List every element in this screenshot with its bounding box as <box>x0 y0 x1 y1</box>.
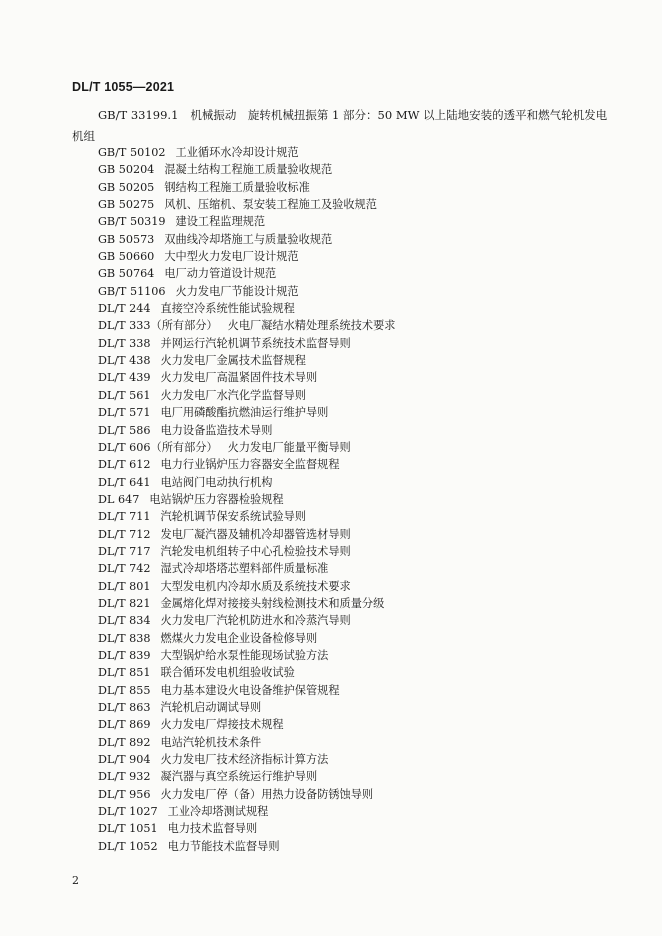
reference-entry <box>98 231 396 248</box>
reference-entry <box>98 751 396 768</box>
reference-title: 火力发电厂高温紧固件技术导则 <box>160 371 318 385</box>
reference-code: DL/T 438 <box>98 354 151 368</box>
reference-title: 汽轮机启动调试导则 <box>160 701 262 714</box>
reference-entry <box>98 144 396 161</box>
reference-entry <box>98 699 396 716</box>
reference-title: 电厂动力管道设计规范 <box>164 267 277 281</box>
reference-entry <box>98 317 396 334</box>
reference-title: 湿式冷却塔塔芯塑料部件质量标准 <box>160 562 329 576</box>
reference-entry <box>98 803 396 820</box>
reference-code: DL 647 <box>98 492 140 506</box>
reference-entry <box>98 630 396 647</box>
reference-code: DL/T 1051 <box>98 822 158 836</box>
reference-entry <box>98 248 396 265</box>
reference-title: 电站阀门电动执行机构 <box>160 475 273 489</box>
reference-title: 风机、压缩机、泵安装工程施工及验收规范 <box>164 198 377 212</box>
reference-entry <box>98 560 396 577</box>
reference-entry <box>98 439 396 456</box>
reference-entry <box>98 664 396 681</box>
reference-title: 火力发电厂金属技术监督规程 <box>160 354 306 368</box>
reference-title: 工业冷却塔测试规程 <box>167 805 269 819</box>
reference-title: 汽轮机调节保安系统试验导则 <box>160 510 306 524</box>
reference-code: GB 50205 <box>98 180 155 194</box>
reference-entry <box>98 768 396 785</box>
reference-code: DL/T 439 <box>98 371 151 385</box>
reference-title: 电力技术监督导则 <box>167 822 258 836</box>
reference-title: 混凝土结构工程施工质量验收规范 <box>164 163 333 177</box>
reference-entry <box>98 682 396 699</box>
reference-code: DL/T 869 <box>98 718 151 732</box>
reference-code: GB/T 33199.1 <box>98 108 179 122</box>
reference-title: 电厂用磷酸酯抗燃油运行维护导则 <box>160 406 329 420</box>
reference-entry <box>98 508 396 525</box>
reference-code: DL/T 838 <box>98 631 151 645</box>
reference-entry <box>98 716 396 733</box>
reference-entry <box>98 612 396 629</box>
reference-code: DL/T 244 <box>98 302 151 316</box>
normative-references-list <box>98 144 396 855</box>
reference-entry <box>98 838 396 855</box>
reference-title: 火力发电厂水汽化学监督导则 <box>160 388 306 402</box>
reference-title: 建设工程监理规范 <box>175 215 266 229</box>
reference-entry <box>98 196 396 213</box>
reference-code: DL/T 1052 <box>98 839 158 853</box>
reference-entry <box>98 283 396 300</box>
reference-entry <box>98 578 396 595</box>
reference-entry <box>98 404 396 421</box>
reference-entry <box>98 456 396 473</box>
reference-entry <box>98 179 396 196</box>
reference-title: 并网运行汽轮机调节系统技术监督导则 <box>160 336 351 350</box>
reference-entry <box>98 595 396 612</box>
reference-title: 电力节能技术监督导则 <box>167 839 280 853</box>
reference-title: 大型锅炉给水泵性能现场试验方法 <box>160 648 329 662</box>
standard-code-header: DL/T 1055—2021 <box>72 80 175 94</box>
reference-entry <box>98 647 396 664</box>
reference-code: DL/T 932 <box>98 770 151 784</box>
reference-entry <box>98 734 396 751</box>
reference-code: DL/T 606（所有部分） <box>98 440 218 454</box>
reference-code: GB/T 51106 <box>98 284 166 298</box>
reference-title: 火力发电厂焊接技术规程 <box>160 718 284 732</box>
reference-title: 火力发电厂能量平衡导则 <box>227 440 351 454</box>
reference-code: DL/T 863 <box>98 701 151 714</box>
reference-title: 机械振动 旋转机械扭振第 1 部分：50 MW 以上陆地安装的透平和燃气轮机发电机组 <box>72 108 608 143</box>
reference-code: DL/T 561 <box>98 388 151 402</box>
reference-title: 火力发电厂技术经济指标计算方法 <box>160 753 329 767</box>
reference-title: 电站汽轮机技术条件 <box>160 735 262 749</box>
reference-code: DL/T 851 <box>98 666 151 680</box>
reference-title: 发电厂凝汽器及辅机冷却器管选材导则 <box>160 527 351 541</box>
reference-code: DL/T 742 <box>98 562 151 576</box>
reference-entry <box>98 422 396 439</box>
reference-code: DL/T 855 <box>98 683 151 697</box>
reference-code: DL/T 717 <box>98 544 151 558</box>
reference-code: DL/T 571 <box>98 406 151 420</box>
reference-title: 电力设备监造技术导则 <box>160 423 273 437</box>
reference-entry <box>98 300 396 317</box>
reference-title: 大中型火力发电厂设计规范 <box>164 250 299 264</box>
reference-code: GB 50660 <box>98 250 155 264</box>
reference-code: DL/T 839 <box>98 648 151 662</box>
reference-title: 工业循环水冷却设计规范 <box>175 146 299 159</box>
reference-entry <box>98 543 396 560</box>
reference-title: 电力基本建设火电设备维护保管规程 <box>160 683 340 697</box>
reference-code: DL/T 612 <box>98 458 151 472</box>
reference-title: 燃煤火力发电企业设备检修导则 <box>160 631 318 645</box>
reference-entry <box>98 369 396 386</box>
page-number: 2 <box>72 874 79 887</box>
reference-title: 火力发电厂停（备）用热力设备防锈蚀导则 <box>160 787 374 801</box>
reference-entry <box>98 213 396 230</box>
reference-entry <box>98 526 396 543</box>
reference-code: DL/T 834 <box>98 614 151 628</box>
reference-code: GB 50764 <box>98 267 155 281</box>
reference-code: DL/T 711 <box>98 510 151 524</box>
reference-code: DL/T 641 <box>98 475 151 489</box>
reference-entry <box>98 387 396 404</box>
reference-title: 联合循环发电机组验收试验 <box>160 666 295 680</box>
reference-title: 火电厂凝结水精处理系统技术要求 <box>227 319 396 333</box>
reference-code: DL/T 892 <box>98 735 151 749</box>
reference-title: 电站锅炉压力容器检验规程 <box>149 492 284 506</box>
reference-code: GB/T 50102 <box>98 146 166 159</box>
reference-entry <box>98 786 396 803</box>
reference-title: 金属熔化焊对接接头射线检测技术和质量分级 <box>160 596 385 610</box>
reference-code: GB 50204 <box>98 163 155 177</box>
reference-code: DL/T 338 <box>98 336 151 350</box>
reference-code: DL/T 801 <box>98 579 151 593</box>
reference-code: DL/T 904 <box>98 753 151 767</box>
reference-code: GB/T 50319 <box>98 215 166 229</box>
reference-title: 大型发电机内冷却水质及系统技术要求 <box>160 579 351 593</box>
reference-title: 双曲线冷却塔施工与质量验收规范 <box>164 232 333 246</box>
reference-code: DL/T 586 <box>98 423 151 437</box>
reference-entry <box>98 352 396 369</box>
reference-code: DL/T 821 <box>98 596 151 610</box>
reference-entry-intro <box>72 105 612 147</box>
reference-code: GB 50573 <box>98 232 155 246</box>
reference-code: DL/T 956 <box>98 787 151 801</box>
reference-code: DL/T 1027 <box>98 805 158 819</box>
reference-entry <box>98 161 396 178</box>
reference-title: 凝汽器与真空系统运行维护导则 <box>160 770 318 784</box>
reference-entry <box>98 491 396 508</box>
reference-entry <box>98 474 396 491</box>
reference-title: 火力发电厂节能设计规范 <box>175 284 299 298</box>
reference-title: 直接空冷系统性能试验规程 <box>160 302 295 316</box>
reference-entry <box>98 265 396 282</box>
reference-code: GB 50275 <box>98 198 155 212</box>
reference-code: DL/T 333（所有部分） <box>98 319 218 333</box>
reference-title: 电力行业锅炉压力容器安全监督规程 <box>160 458 340 472</box>
reference-code: DL/T 712 <box>98 527 151 541</box>
reference-title: 钢结构工程施工质量验收标准 <box>164 180 310 194</box>
reference-entry <box>98 335 396 352</box>
reference-title: 汽轮发电机组转子中心孔检验技术导则 <box>160 544 351 558</box>
reference-title: 火力发电厂汽轮机防进水和冷蒸汽导则 <box>160 614 351 628</box>
reference-entry <box>98 820 396 837</box>
